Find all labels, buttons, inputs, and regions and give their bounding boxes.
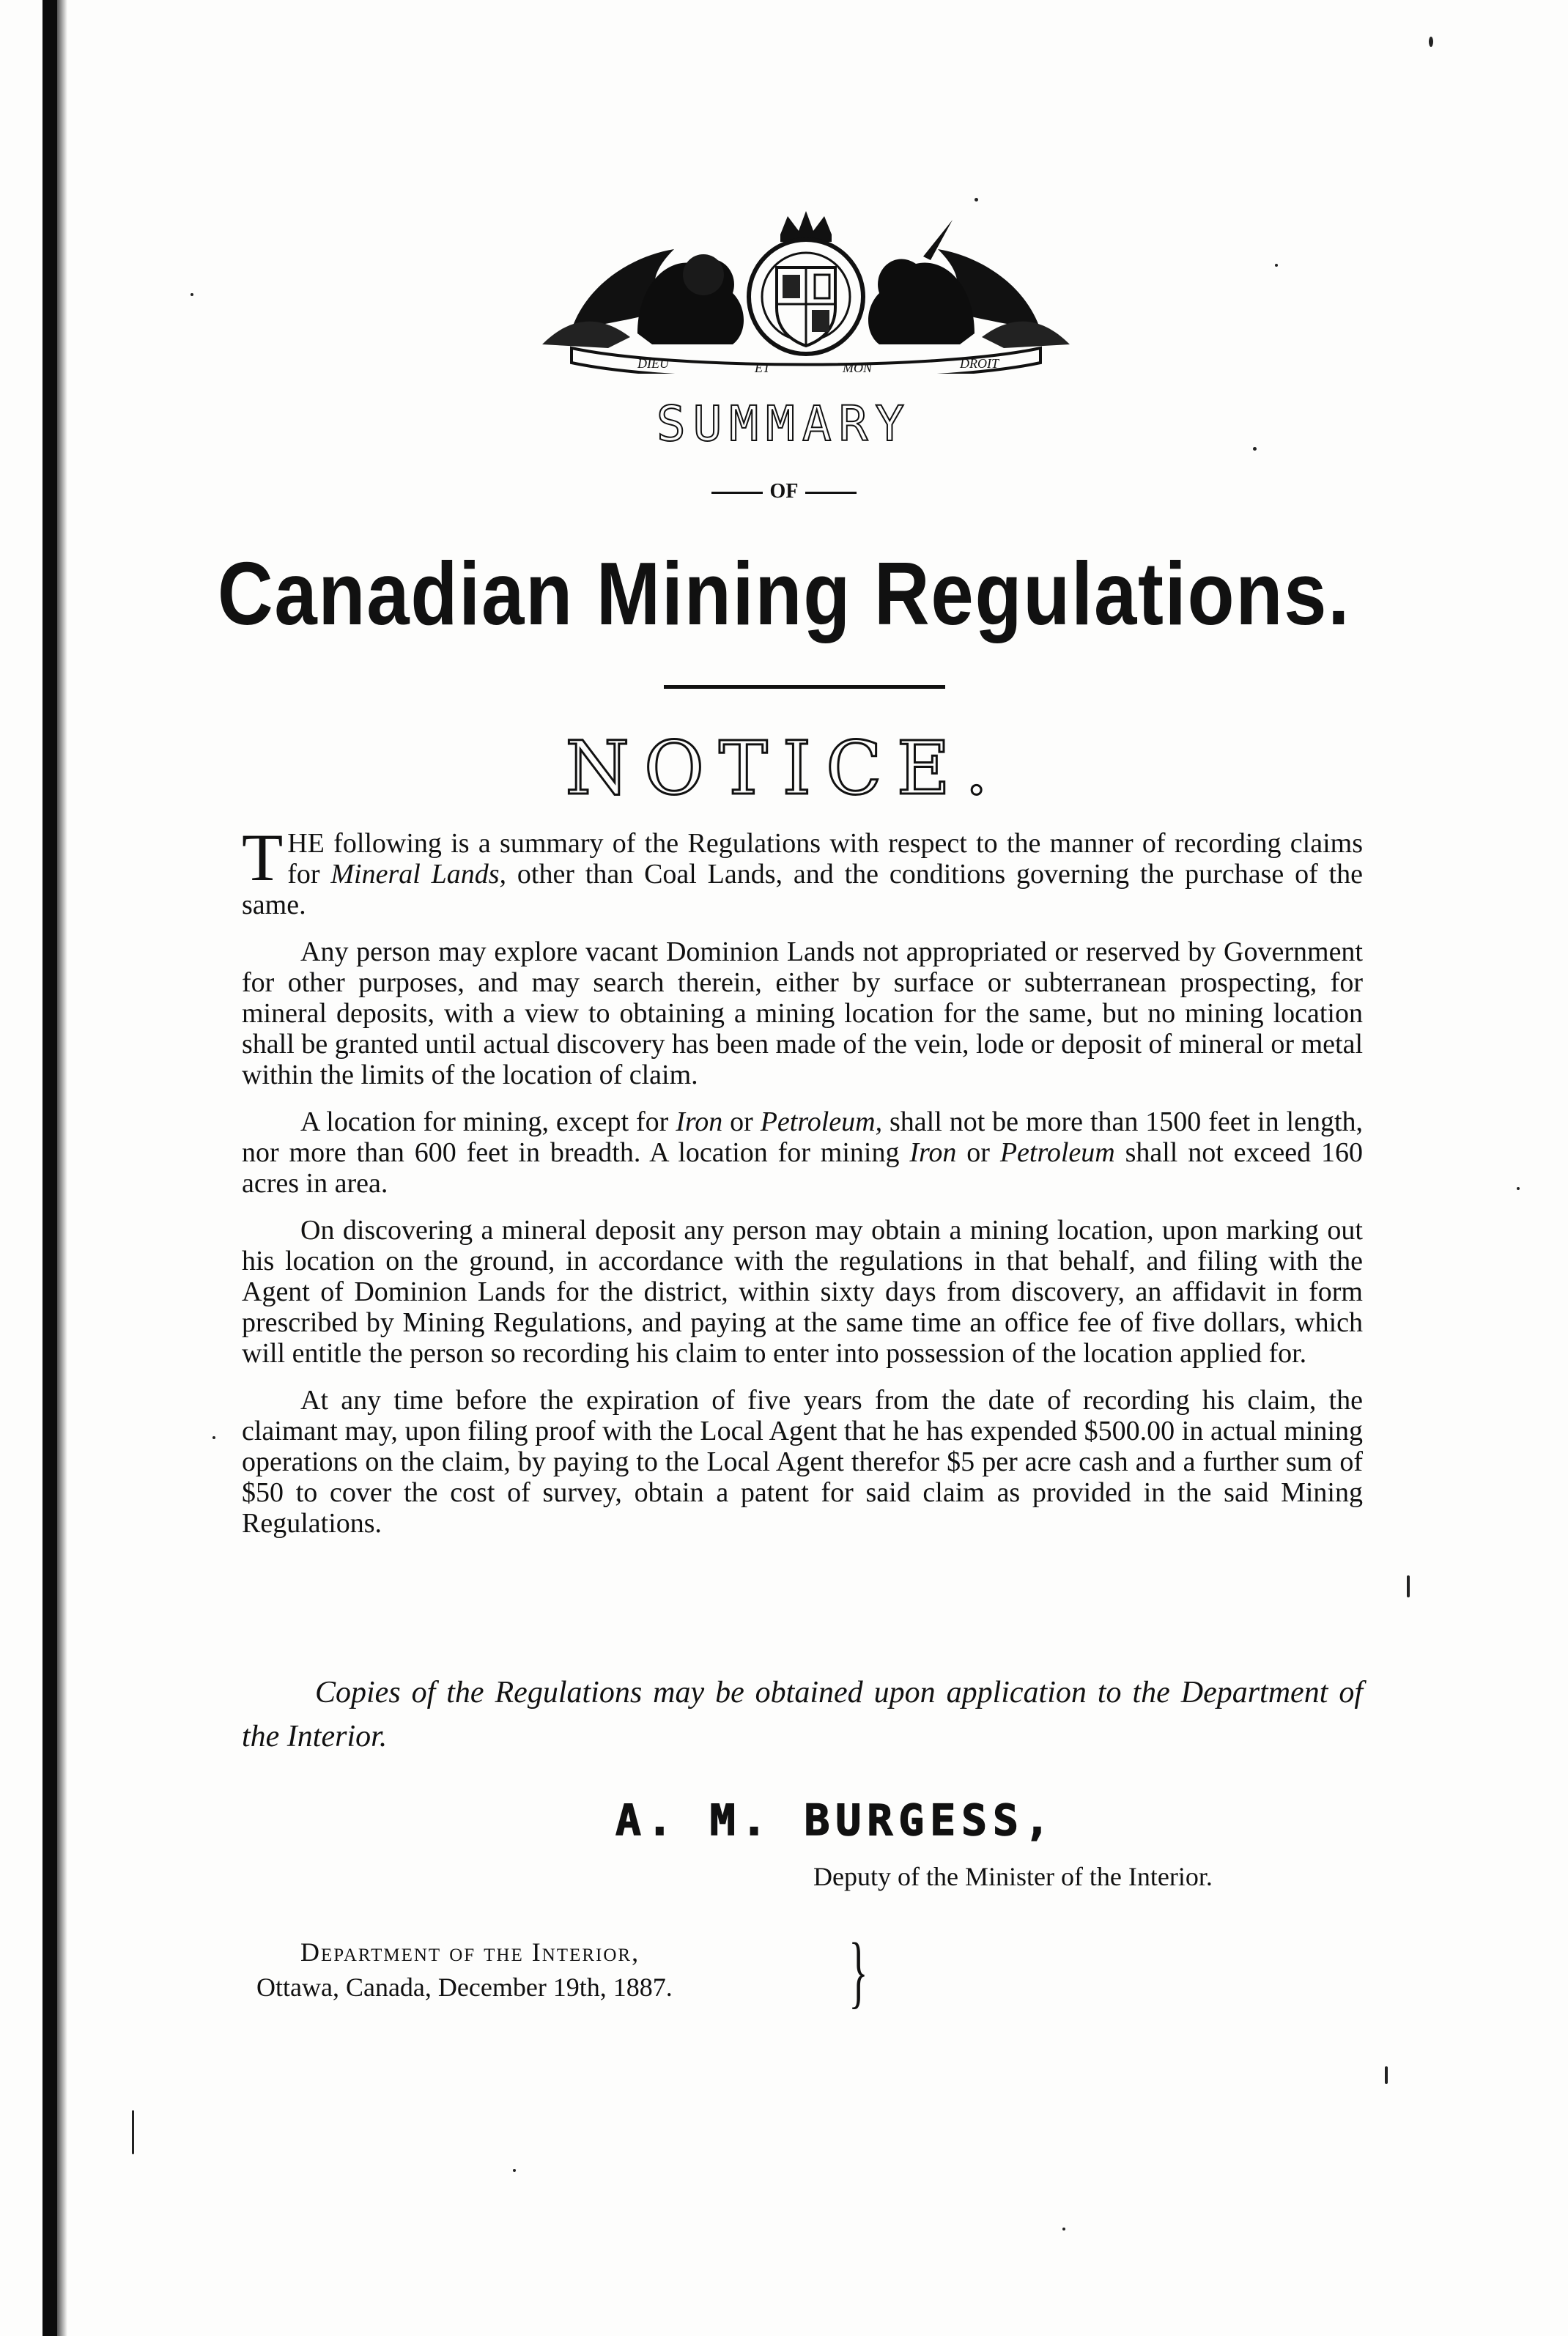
scan-speck bbox=[975, 198, 978, 202]
scan-speck bbox=[132, 2110, 134, 2154]
left-dash bbox=[711, 492, 763, 494]
svg-text:DROIT: DROIT bbox=[960, 356, 999, 371]
royal-coat-of-arms-icon bbox=[528, 205, 1084, 374]
scan-speck bbox=[513, 2169, 516, 2172]
scan-speck bbox=[1429, 37, 1433, 47]
binding-shadow bbox=[57, 0, 67, 2336]
title-divider bbox=[664, 685, 945, 689]
dateline-place-date: Ottawa, Canada, December 19th, 1887. bbox=[256, 1973, 673, 2002]
binding-edge bbox=[42, 0, 57, 2336]
scan-speck bbox=[212, 1436, 215, 1439]
svg-text:MON: MON bbox=[843, 361, 872, 374]
right-dash bbox=[805, 492, 857, 494]
copies-note: Copies of the Regulations may be obtained upon application to the Department of the Interior. bbox=[242, 1676, 1363, 1753]
notice-heading: NOTICE. bbox=[565, 725, 1003, 811]
summary-heading: SUMMARY bbox=[656, 396, 912, 452]
scan-speck bbox=[1385, 2066, 1388, 2084]
signatory-title: Deputy of the Minister of the Interior. bbox=[813, 1862, 1213, 1891]
scan-speck bbox=[1407, 1575, 1410, 1597]
paragraph-location-size: A location for mining, except for Iron or Petroleum, shall not be more than 1500 feet in length, nor more than 600 feet in breadth. A location for mining Iron or Petroleum shall not exceed 160 acres in area. bbox=[242, 1106, 1364, 1199]
signatory-name: A. M. BURGESS, bbox=[615, 1795, 1056, 1845]
regulations-body bbox=[242, 820, 1364, 1555]
svg-text:ET: ET bbox=[755, 361, 771, 374]
paragraph-patent: At any time before the expiration of five years from the date of recording his claim, the claimant may, upon filing proof with the Local Agent that he has expended $500.00 in actual mining operations on the claim, by paying to the Local Agent therefor $5 per acre cash and a further sum of $50 to cover the cost of survey, obtain a patent for said claim as provided in the said Mining Regulations. bbox=[242, 1385, 1363, 1539]
paragraph-intro: THE following is a summary of the Regulations with respect to the manner of recording claims for Mineral Lands, other than Coal Lands, and the conditions governing the purchase of the same. bbox=[242, 820, 1363, 920]
brace-icon: } bbox=[848, 1926, 868, 2016]
scan-speck bbox=[1275, 264, 1278, 267]
svg-text:DIEU: DIEU bbox=[637, 356, 669, 371]
drop-cap: T bbox=[242, 820, 284, 895]
scan-speck bbox=[1253, 447, 1257, 451]
document-title: Canadian Mining Regulations. bbox=[217, 544, 1351, 643]
dateline-department: Department of the Interior, bbox=[300, 1937, 640, 1967]
paragraph-exploration: Any person may explore vacant Dominion Lands not appropriated or reserved by Government for other purposes, and may search therein, either by surface or subterranean prospecting, for mineral deposits, with a view to obtaining a mining location for the same, but no mining location shall be granted until actual discovery has been made of the vein, lode or deposit of mineral or metal within the limits of the location of claim. bbox=[242, 936, 1363, 1090]
dateline bbox=[256, 1934, 673, 2005]
paragraph-discovery: On discovering a mineral deposit any person may obtain a mining location, upon marking out his location on the ground, in accordance with the regulations in that behalf, and filing with the Agent of Dominion Lands for the district, within sixty days from discovery, an affidavit in form prescribed by Mining Regulations, and paying at the same time an office fee of five dollars, which will entitle the person so recording his claim to enter into possession of the location applied for. bbox=[242, 1215, 1363, 1369]
of-text: OF bbox=[769, 480, 799, 503]
scan-speck bbox=[191, 293, 193, 296]
scan-speck bbox=[1062, 2228, 1065, 2230]
of-connector bbox=[0, 480, 1568, 503]
scan-speck bbox=[1517, 1187, 1520, 1190]
